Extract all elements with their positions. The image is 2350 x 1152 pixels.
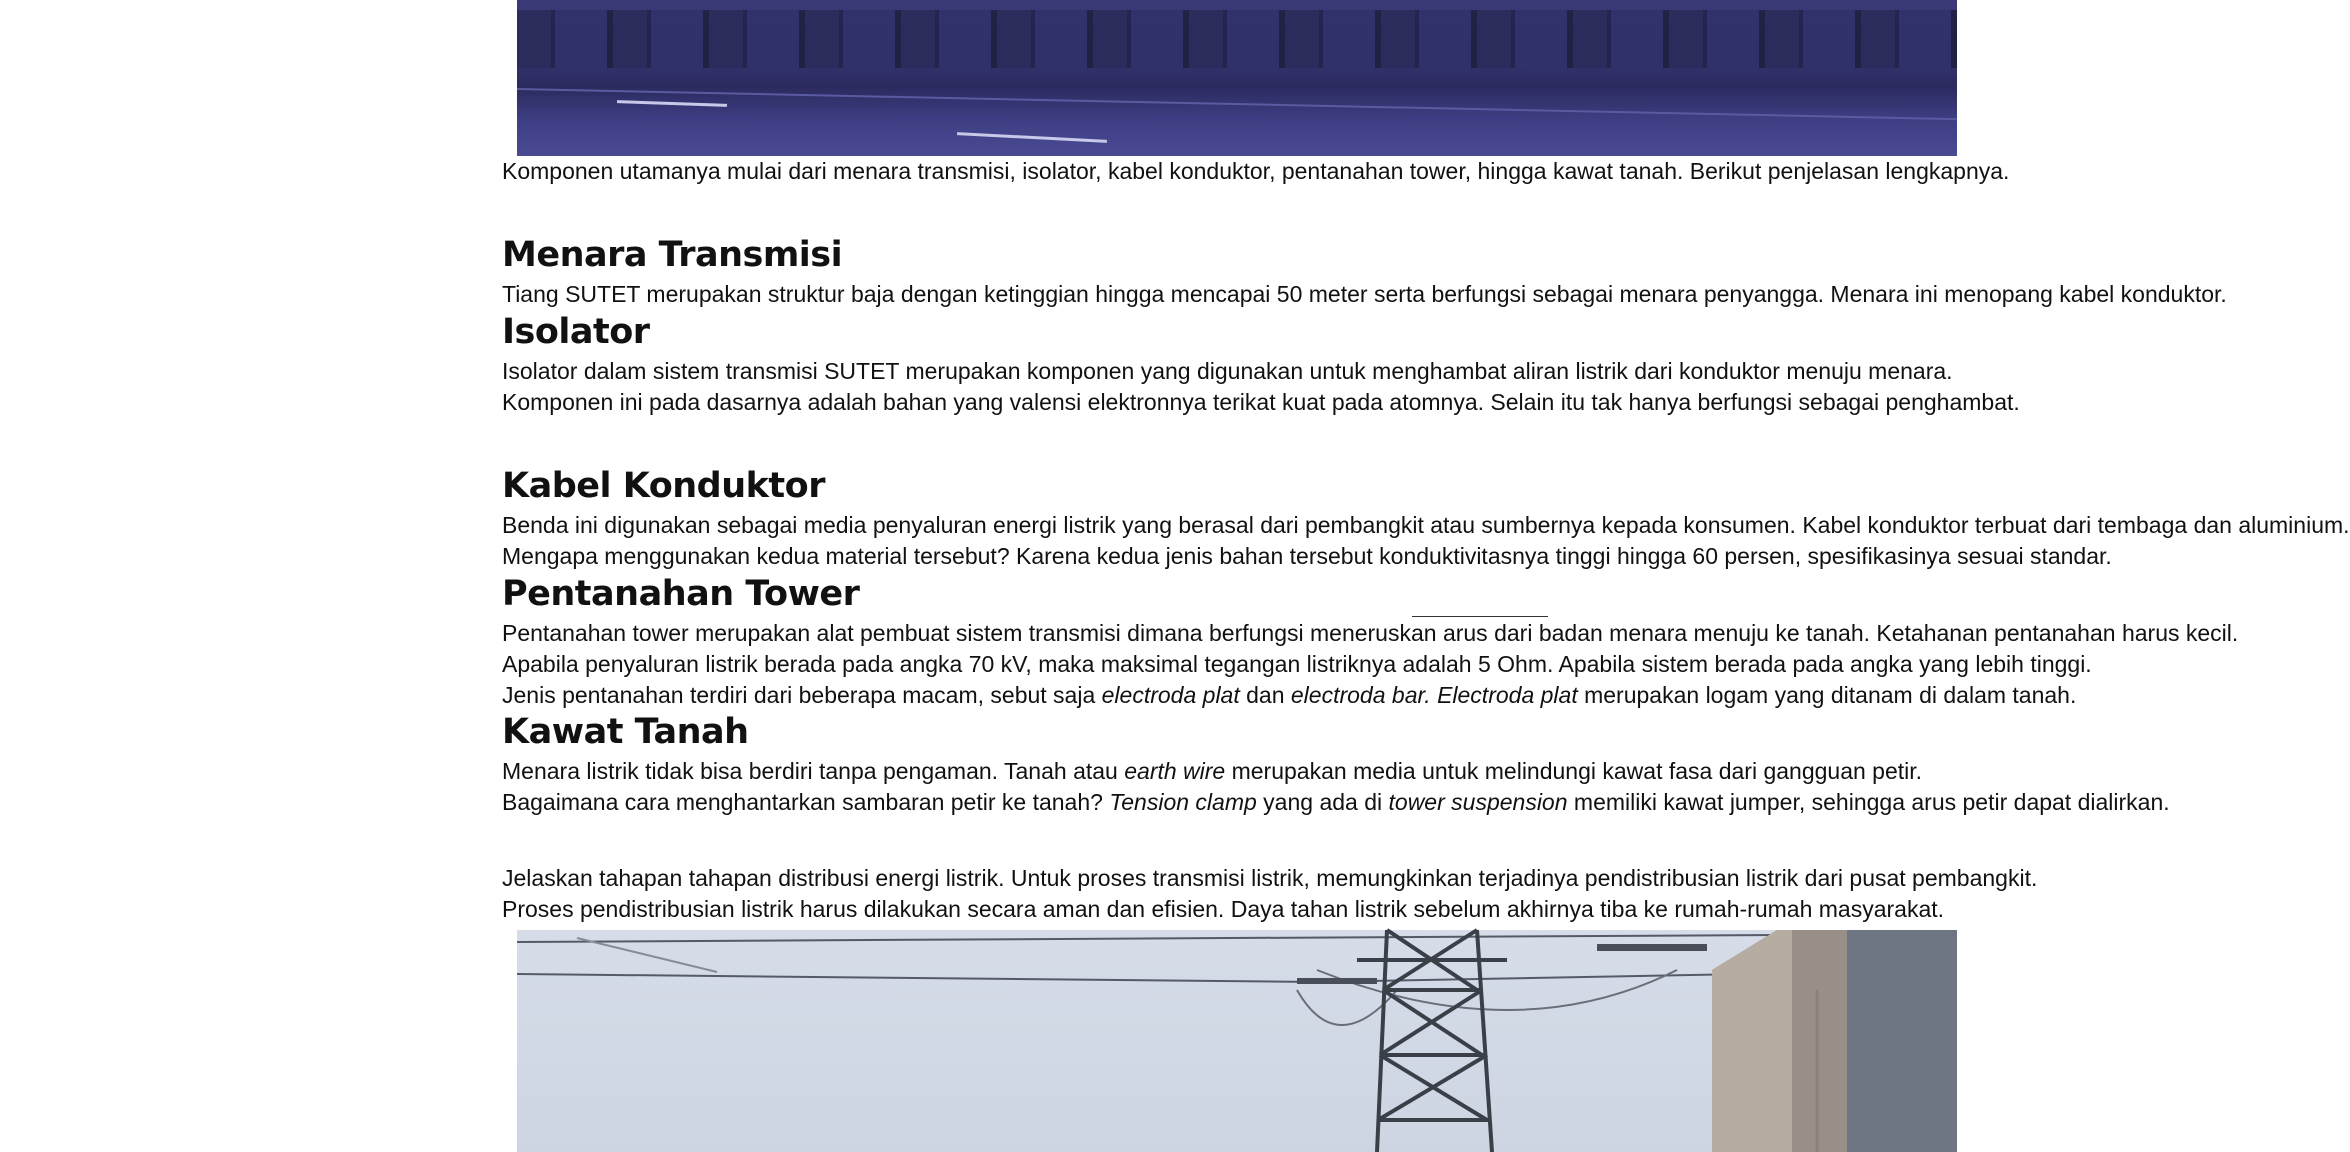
kawat-line-1 (502, 756, 1922, 787)
kabel-line-2: Mengapa menggunakan kedua material tersebut? Karena kedua jenis bahan tersebut konduktivitasnya tinggi hingga 60 persen, spesifikasinya sesuai standar. (502, 543, 2112, 569)
closing-line-2: Proses pendistribusian listrik harus dilakukan secara aman dan efisien. Daya tahan listrik sebelum akhirnya tiba ke rumah-rumah masyarakat. (502, 896, 1945, 922)
heading-menara-transmisi: Menara Transmisi (502, 235, 843, 275)
text-run: yang ada di (1256, 789, 1389, 815)
heading-kawat-tanah: Kawat Tanah (502, 712, 749, 752)
transmission-tower-photo (517, 930, 1957, 1152)
text-run: Jenis pentanahan terdiri dari beberapa macam, sebut saja (502, 682, 1102, 708)
pentanahan-line-2: Apabila penyaluran listrik berada pada angka 70 kV, maka maksimal tegangan listriknya adalah 5 Ohm. Apabila sistem berada pada angka yang lebih tinggi. (502, 651, 2092, 677)
text-run: merupakan media untuk melindungi kawat fasa dari gangguan petir. (1225, 758, 1923, 784)
italic-term: earth wire (1124, 758, 1226, 784)
isolator-line-2: Komponen ini pada dasarnya adalah bahan yang valensi elektronnya terikat kuat pada atomnya. Selain itu tak hanya berfungsi sebagai penghambat. (502, 389, 2020, 415)
text-run: memiliki kawat jumper, sehingga arus petir dapat dialirkan. (1567, 789, 2170, 815)
heading-isolator: Isolator (502, 312, 650, 352)
text-run: dan (1239, 682, 1291, 708)
italic-term: electroda plat (1101, 682, 1240, 708)
italic-term: Tension clamp (1109, 789, 1257, 815)
kawat-line-2 (502, 787, 2170, 818)
closing-line-1: Jelaskan tahapan tahapan distribusi energi listrik. Untuk proses transmisi listrik, memungkinkan terjadinya pendistribusian listrik dari pusat pembangkit. (502, 865, 2038, 891)
isolator-line-1: Isolator dalam sistem transmisi SUTET merupakan komponen yang digunakan untuk menghambat aliran listrik dari konduktor menuju menara. (502, 358, 1953, 384)
underline-mark (1412, 616, 1548, 617)
heading-kabel-konduktor: Kabel Konduktor (502, 466, 825, 506)
pentanahan-line-3 (502, 680, 2076, 711)
italic-term: tower suspension (1388, 789, 1568, 815)
text-run: merupakan logam yang ditanam di dalam tanah. (1577, 682, 2077, 708)
italic-term: electroda bar. Electroda plat (1290, 682, 1578, 708)
text-run: Bagaimana cara menghantarkan sambaran petir ke tanah? (502, 789, 1110, 815)
kabel-line-1: Benda ini digunakan sebagai media penyaluran energi listrik yang berasal dari pembangkit atau sumbernya kepada konsumen. Kabel konduktor terbuat dari tembaga dan aluminium. (502, 512, 2350, 538)
text-run: Menara listrik tidak bisa berdiri tanpa pengaman. Tanah atau (502, 758, 1125, 784)
tower-illustration (517, 930, 1957, 1152)
menara-paragraph: Tiang SUTET merupakan struktur baja dengan ketinggian hingga mencapai 50 meter serta berfungsi sebagai menara penyangga. Menara ini menopang kabel konduktor. (502, 281, 2227, 307)
heading-pentanahan-tower: Pentanahan Tower (502, 574, 860, 614)
intro-paragraph: Komponen utamanya mulai dari menara transmisi, isolator, kabel konduktor, pentanahan tower, hingga kawat tanah. Berikut penjelasan lengkapnya. (502, 158, 2010, 184)
pentanahan-line-1: Pentanahan tower merupakan alat pembuat sistem transmisi dimana berfungsi meneruskan arus dari badan menara menuju ke tanah. Ketahanan pentanahan harus kecil. (502, 620, 2239, 646)
